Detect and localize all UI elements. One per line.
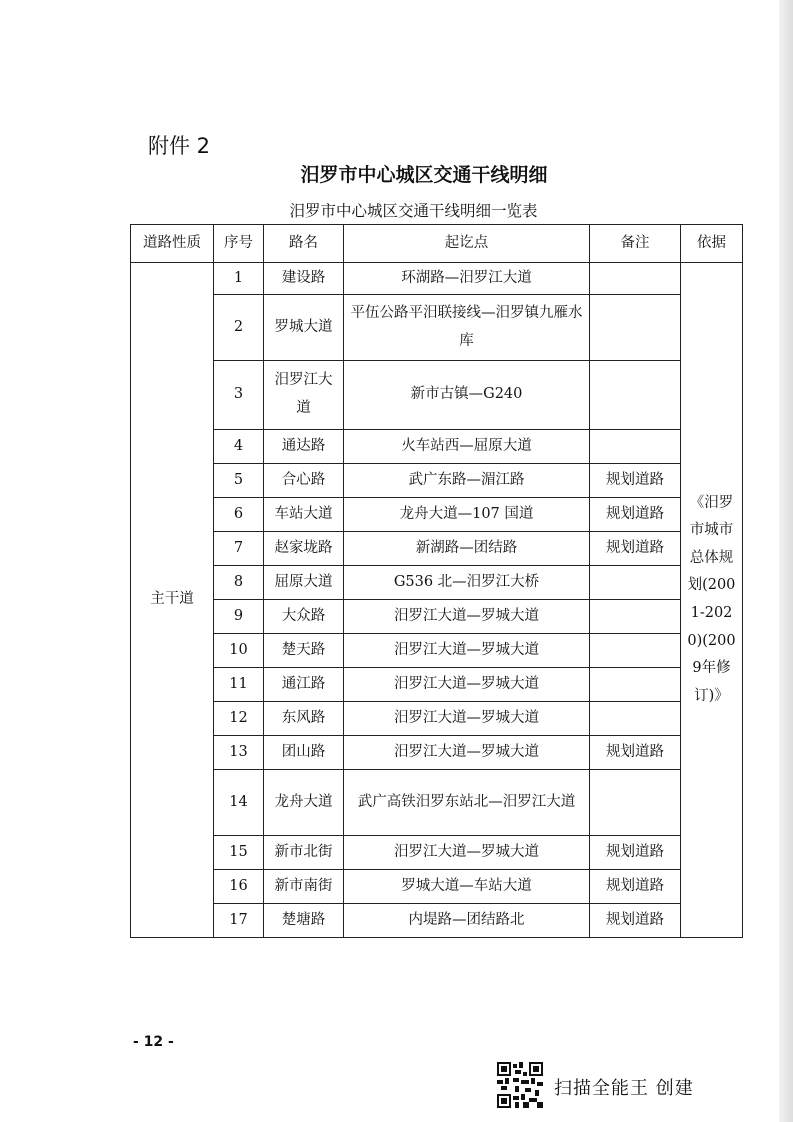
- note-cell: 规划道路: [590, 904, 681, 938]
- table-row: [131, 668, 743, 702]
- row-number-cell: 15: [214, 836, 264, 870]
- route-cell: 汨罗江大道—罗城大道: [344, 600, 590, 634]
- note-cell: 规划道路: [590, 464, 681, 498]
- table-row: [131, 464, 743, 498]
- row-number-cell: 9: [214, 600, 264, 634]
- row-number-cell: 6: [214, 498, 264, 532]
- table-row: [131, 770, 743, 836]
- route-cell: 汨罗江大道—罗城大道: [344, 702, 590, 736]
- road-name-cell: 新市南街: [264, 870, 344, 904]
- header-basis: 依据: [681, 225, 743, 263]
- table-row: [131, 634, 743, 668]
- table-row: [131, 702, 743, 736]
- route-cell: 汨罗江大道—罗城大道: [344, 736, 590, 770]
- note-cell: [590, 600, 681, 634]
- route-cell: 新湖路—团结路: [344, 532, 590, 566]
- note-cell: 规划道路: [590, 498, 681, 532]
- route-cell: G536 北—汨罗江大桥: [344, 566, 590, 600]
- table-caption: 汨罗市中心城区交通干线明细一览表: [289, 202, 538, 220]
- note-cell: [590, 770, 681, 836]
- table-row: [131, 870, 743, 904]
- row-number-cell: 5: [214, 464, 264, 498]
- road-name-cell: 罗城大道: [264, 295, 344, 361]
- table-row: [131, 498, 743, 532]
- road-name-cell: 屈原大道: [264, 566, 344, 600]
- route-cell: 汨罗江大道—罗城大道: [344, 836, 590, 870]
- road-name-cell: 东风路: [264, 702, 344, 736]
- row-number-cell: 10: [214, 634, 264, 668]
- header-road-type: 道路性质: [131, 225, 214, 263]
- note-cell: [590, 295, 681, 361]
- table-row: [131, 430, 743, 464]
- note-cell: 规划道路: [590, 532, 681, 566]
- route-cell: 武广东路—湄江路: [344, 464, 590, 498]
- row-number-cell: 11: [214, 668, 264, 702]
- table-row: [131, 361, 743, 430]
- road-name-cell: 大众路: [264, 600, 344, 634]
- row-number-cell: 1: [214, 263, 264, 295]
- attachment-label: 附件 2: [148, 134, 211, 158]
- table-row: [131, 836, 743, 870]
- road-name-cell: 合心路: [264, 464, 344, 498]
- row-number-cell: 7: [214, 532, 264, 566]
- route-cell: 内堤路—团结路北: [344, 904, 590, 938]
- route-cell: 汨罗江大道—罗城大道: [344, 668, 590, 702]
- basis-cell: 《汨罗市城市总体规划(2001-2020)(2009年修订)》: [681, 263, 743, 938]
- header-number: 序号: [214, 225, 264, 263]
- scanner-watermark-label: 扫描全能王 创建: [554, 1078, 694, 1099]
- route-cell: 平伍公路平汨联接线—汨罗镇九雁水库: [344, 295, 590, 361]
- document-title: 汨罗市中心城区交通干线明细: [300, 164, 548, 186]
- table-row: [131, 904, 743, 938]
- table-row: [131, 532, 743, 566]
- road-name-cell: 建设路: [264, 263, 344, 295]
- road-name-cell: 龙舟大道: [264, 770, 344, 836]
- qr-code-icon: [497, 1062, 543, 1108]
- table-row: [131, 566, 743, 600]
- header-road-name: 路名: [264, 225, 344, 263]
- row-number-cell: 2: [214, 295, 264, 361]
- table-row: [131, 295, 743, 361]
- road-table: [130, 224, 743, 938]
- road-name-cell: 团山路: [264, 736, 344, 770]
- route-cell: 火车站西—屈原大道: [344, 430, 590, 464]
- route-cell: 武广高铁汨罗东站北—汨罗江大道: [344, 770, 590, 836]
- row-number-cell: 13: [214, 736, 264, 770]
- table-row: [131, 736, 743, 770]
- road-name-cell: 楚天路: [264, 634, 344, 668]
- note-cell: [590, 361, 681, 430]
- row-number-cell: 3: [214, 361, 264, 430]
- note-cell: [590, 263, 681, 295]
- row-number-cell: 17: [214, 904, 264, 938]
- note-cell: [590, 668, 681, 702]
- note-cell: 规划道路: [590, 836, 681, 870]
- road-name-cell: 赵家垅路: [264, 532, 344, 566]
- note-cell: 规划道路: [590, 736, 681, 770]
- row-number-cell: 8: [214, 566, 264, 600]
- road-type-cell: 主干道: [131, 263, 214, 938]
- page-number: - 12 -: [133, 1034, 174, 1050]
- road-name-cell: 楚塘路: [264, 904, 344, 938]
- table-row: [131, 263, 743, 295]
- route-cell: 罗城大道—车站大道: [344, 870, 590, 904]
- row-number-cell: 16: [214, 870, 264, 904]
- table-row: [131, 600, 743, 634]
- note-cell: [590, 430, 681, 464]
- road-name-cell: 车站大道: [264, 498, 344, 532]
- route-cell: 新市古镇—G240: [344, 361, 590, 430]
- road-name-cell: 通达路: [264, 430, 344, 464]
- table-header-row: [131, 225, 743, 263]
- road-name-cell: 汨罗江大道: [264, 361, 344, 430]
- row-number-cell: 4: [214, 430, 264, 464]
- header-note: 备注: [590, 225, 681, 263]
- note-cell: 规划道路: [590, 870, 681, 904]
- note-cell: [590, 702, 681, 736]
- header-route: 起讫点: [344, 225, 590, 263]
- road-name-cell: 新市北街: [264, 836, 344, 870]
- road-name-cell: 通江路: [264, 668, 344, 702]
- route-cell: 龙舟大道—107 国道: [344, 498, 590, 532]
- note-cell: [590, 566, 681, 600]
- note-cell: [590, 634, 681, 668]
- route-cell: 环湖路—汨罗江大道: [344, 263, 590, 295]
- route-cell: 汨罗江大道—罗城大道: [344, 634, 590, 668]
- row-number-cell: 14: [214, 770, 264, 836]
- row-number-cell: 12: [214, 702, 264, 736]
